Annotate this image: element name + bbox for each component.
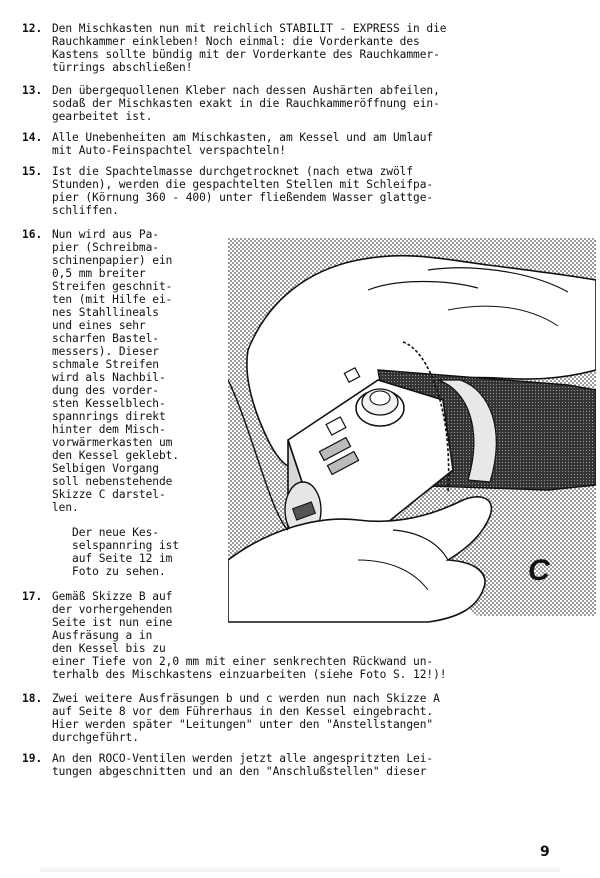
item-number-17: 17. <box>22 590 43 603</box>
item-19-line-1: An den ROCO-Ventilen werden jetzt alle angespritzten Lei- <box>52 752 434 765</box>
item-16-line-22: len. <box>52 501 79 514</box>
page-number: 9 <box>540 844 550 860</box>
item-16-line-4: 0,5 mm breiter <box>52 267 146 280</box>
item-16-line-23: Der neue Kes- <box>52 526 159 539</box>
item-17-line-6: einer Tiefe von 2,0 mm mit einer senkrechten Rückwand un- <box>52 655 434 668</box>
item-16-line-17: vorwärmerkasten um <box>52 436 173 449</box>
item-13-line-2: sodaß der Mischkasten exakt in die Rauchkammeröffnung ein- <box>52 97 440 110</box>
item-17-line-1: Gemäß Skizze B auf <box>52 590 173 603</box>
item-16-line-19: Selbigen Vorgang <box>52 462 159 475</box>
item-13-line-3: gearbeitet ist. <box>52 110 153 123</box>
item-12-line-4: türrings abschließen! <box>52 61 193 74</box>
item-18-line-4: durchgeführt. <box>52 731 139 744</box>
item-16-line-26: Foto zu sehen. <box>52 565 166 578</box>
item-16-line-24: selspannring ist <box>52 539 180 552</box>
item-19-line-2: tungen abgeschnitten und an den "Anschlußstellen" dieser <box>52 765 427 778</box>
item-16-line-16: hinter dem Misch- <box>52 423 166 436</box>
item-16-line-8: und eines sehr <box>52 319 146 332</box>
item-16-line-15: spannrings direkt <box>52 410 166 423</box>
item-16-line-3: schinenpapier) ein <box>52 254 173 267</box>
item-number-15: 15. <box>22 165 43 178</box>
item-15-line-1: Ist die Spachtelmasse durchgetrocknet (nach etwa zwölf <box>52 165 414 178</box>
item-14-line-2: mit Auto-Feinspachtel verspachteln! <box>52 144 286 157</box>
item-number-14: 14. <box>22 131 43 144</box>
item-14-line-1: Alle Unebenheiten am Mischkasten, am Kessel und am Umlauf <box>52 131 434 144</box>
item-16-line-12: wird als Nachbil- <box>52 371 166 384</box>
item-18-line-3: Hier werden später "Leitungen" unter den "Anstellstangen" <box>52 718 434 731</box>
item-number-16: 16. <box>22 228 43 241</box>
item-15-line-2: Stunden), werden die gespachtelten Stellen mit Schleifpa- <box>52 178 434 191</box>
scan-edge <box>40 866 560 872</box>
item-12-line-3: Kastens sollte bündig mit der Vorderkante des Rauchkammer- <box>52 48 440 61</box>
sketch-c-label: C <box>528 554 550 587</box>
item-16-line-10: messers). Dieser <box>52 345 159 358</box>
item-16-line-20: soll nebenstehende <box>52 475 173 488</box>
item-15-line-3: pier (Körnung 360 - 400) unter fließendem Wasser glattge- <box>52 191 434 204</box>
item-16-line-7: nes Stahllineals <box>52 306 159 319</box>
item-number-19: 19. <box>22 752 43 765</box>
sketch-c-illustration <box>228 230 596 630</box>
item-16-line-21: Skizze C darstel- <box>52 488 166 501</box>
item-17-line-3: Seite ist nun eine <box>52 616 173 629</box>
item-16-line-5: Streifen geschnit- <box>52 280 173 293</box>
item-16-line-13: dung des vorder- <box>52 384 159 397</box>
item-18-line-1: Zwei weitere Ausfräsungen b und c werden nun nach Skizze A <box>52 692 440 705</box>
item-17-line-5: den Kessel bis zu <box>52 642 166 655</box>
item-number-12: 12. <box>22 22 43 35</box>
item-16-line-25: auf Seite 12 im <box>52 552 173 565</box>
item-16-line-11: schmale Streifen <box>52 358 159 371</box>
item-16-line-9: scharfen Bastel- <box>52 332 159 345</box>
item-17-line-7: terhalb des Mischkastens einzuarbeiten (siehe Foto S. 12!)! <box>52 668 447 681</box>
item-12-line-1: Den Mischkasten nun mit reichlich STABILIT - EXPRESS in die <box>52 22 447 35</box>
item-number-13: 13. <box>22 84 43 97</box>
item-16-line-14: sten Kesselblech- <box>52 397 166 410</box>
item-17-line-2: der vorhergehenden <box>52 603 173 616</box>
item-12-line-2: Rauchkammer einkleben! Noch einmal: die Vorderkante des <box>52 35 420 48</box>
item-13-line-1: Den übergequollenen Kleber nach dessen Aushärten abfeilen, <box>52 84 440 97</box>
item-18-line-2: auf Seite 8 vor dem Führerhaus in den Kessel eingebracht. <box>52 705 434 718</box>
item-16-line-2: pier (Schreibma- <box>52 241 159 254</box>
item-17-line-4: Ausfräsung a in <box>52 629 153 642</box>
item-16-line-18: den Kessel geklebt. <box>52 449 180 462</box>
item-16-line-1: Nun wird aus Pa- <box>52 228 159 241</box>
item-15-line-4: schliffen. <box>52 204 119 217</box>
item-number-18: 18. <box>22 692 43 705</box>
item-16-line-6: ten (mit Hilfe ei- <box>52 293 173 306</box>
